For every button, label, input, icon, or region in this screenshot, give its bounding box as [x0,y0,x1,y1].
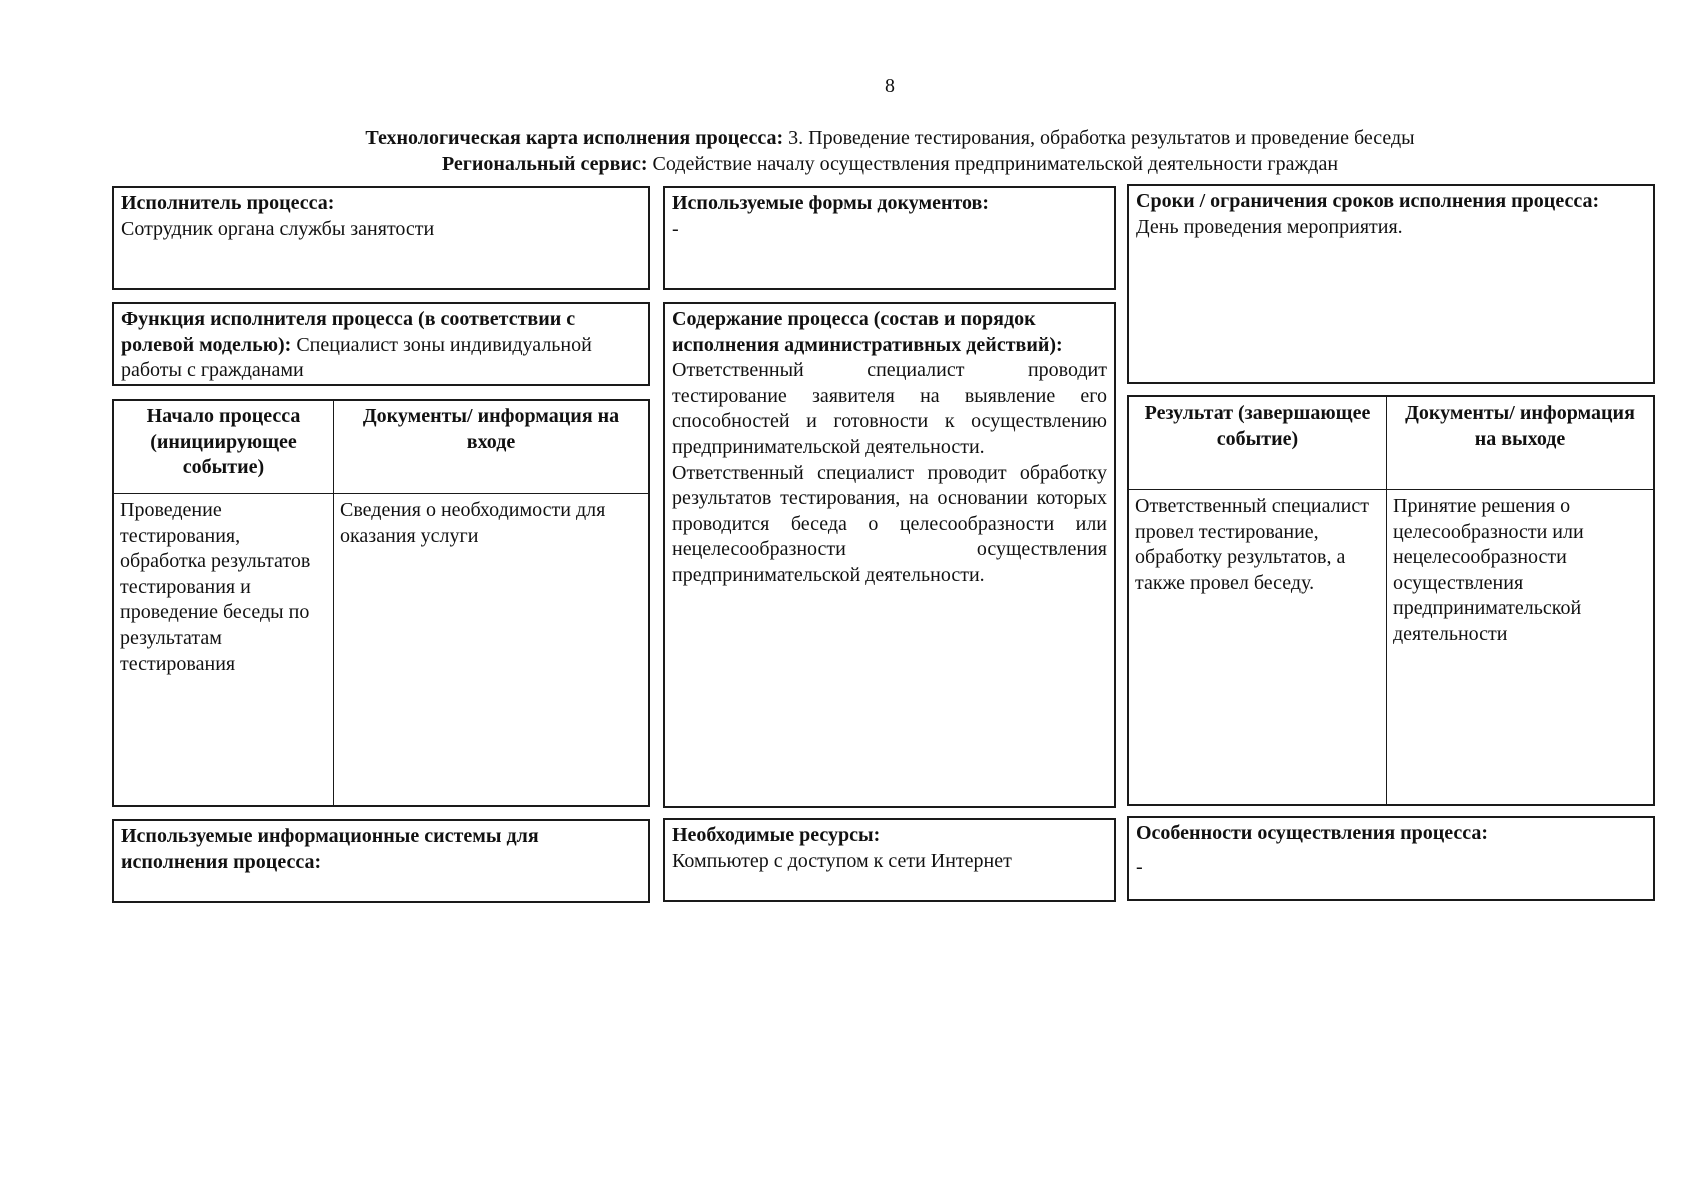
process-title [0,126,1697,152]
document-forms-label: Используемые формы документов: [672,192,990,214]
deadlines-value: День проведения мероприятия. [1136,215,1403,238]
executor-function-value: Специалист зоны индивидуальной работы с гражданами [121,333,592,382]
result-header: Результат (завершающее событие) [1144,402,1371,450]
process-start-table [112,399,650,807]
deadlines-box [1127,184,1655,384]
process-result-table [1127,395,1655,806]
deadlines-label: Сроки / ограничения сроков исполнения процесса: [1136,190,1600,212]
process-content-label: Содержание процесса (состав и порядок исполнения административных действий): [672,308,1063,356]
resources-label: Необходимые ресурсы: [672,824,881,846]
process-title-value: 3. Проведение тестирования, обработка результатов и проведение беседы [783,127,1415,149]
regional-service-title [0,152,1697,178]
input-documents-header: Документы/ информация на входе [362,405,620,453]
process-start-value: Проведение тестирования, обработка результатов тестирования и проведение беседы по результатам тестирования [120,499,311,675]
process-content-step-1: Ответственный специалист проводит тестирование заявителя на выявление его способностей и готовности к осуществлению предпринимательской деятельности. [672,359,1107,458]
output-documents-value: Принятие решения о целесообразности или нецелесообразности осуществления предпринимательской деятельности [1393,495,1584,645]
result-value: Ответственный специалист провел тестирование, обработку результатов, а также провел беседу. [1135,495,1369,594]
page-number: 8 [885,75,895,97]
process-content-step-2: Ответственный специалист проводит обработку результатов тестирования, на основании которых проводится беседа о целесообразности или нецелесообразности осуществления предпринимательской деятельности. [672,461,1107,586]
resources-value: Компьютер с доступом к сети Интернет [672,849,1012,872]
process-features-box [1127,816,1655,901]
resources-box [663,818,1116,902]
information-systems-box [112,819,650,903]
input-documents-value: Сведения о необходимости для оказания услуги [340,499,606,547]
process-title-label: Технологическая карта исполнения процесса: [365,127,784,149]
executor-label: Исполнитель процесса: [121,192,335,214]
table-divider [114,493,648,494]
executor-value: Сотрудник органа службы занятости [121,217,435,240]
regional-service-value: Содействие началу осуществления предпринимательской деятельности граждан [647,153,1339,175]
output-documents-header: Документы/ информация на выходе [1405,402,1635,450]
process-content-box [663,302,1116,808]
executor-function-box [112,302,650,386]
regional-service-label: Региональный сервис: [441,153,648,175]
process-start-header: Начало процесса (инициирующее событие) [146,405,301,479]
process-features-label: Особенности осуществления процесса: [1136,822,1489,844]
document-forms-value: - [672,217,679,240]
document-forms-box [663,186,1116,290]
information-systems-label: Используемые информационные системы для исполнения процесса: [121,825,539,873]
process-features-value: - [1136,855,1143,878]
executor-box [112,186,650,290]
table-divider [1129,489,1653,490]
executor-function-label: Функция исполнителя процесса (в соответствии с ролевой моделью): [121,308,576,356]
